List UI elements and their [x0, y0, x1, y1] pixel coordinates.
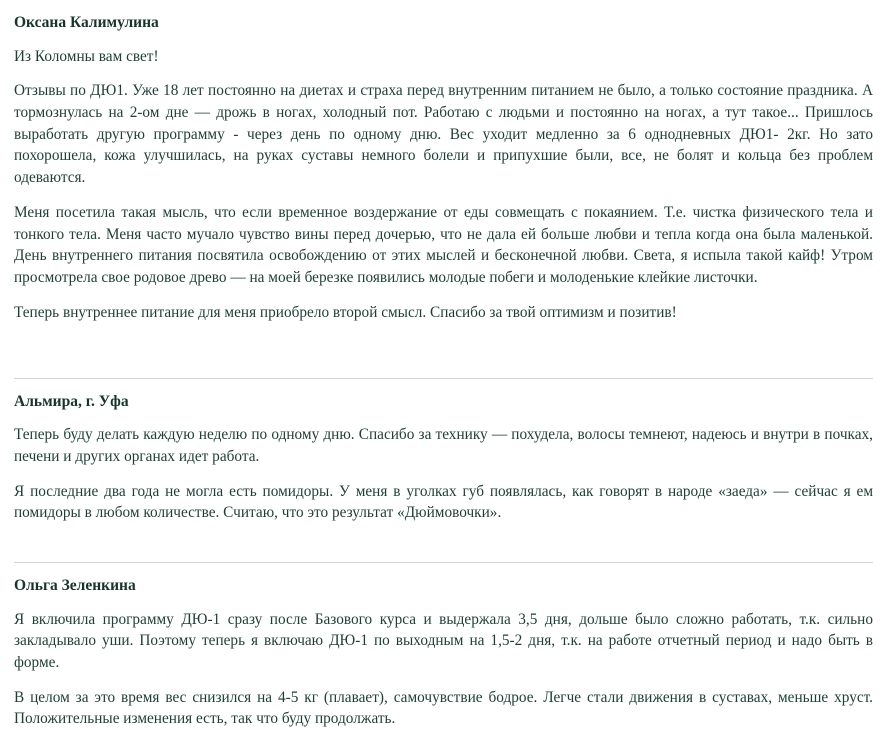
- section-divider: [14, 378, 873, 379]
- testimonial-block: [14, 393, 873, 524]
- testimonial-block: [14, 14, 873, 324]
- section-divider: [14, 562, 873, 563]
- section-spacer: [14, 534, 873, 544]
- testimonial-paragraph: В целом за это время вес снизился на 4-5 кг (плавает), самочувствие бодрое. Легче стали движения в суставах, меньше хруст. Положительные изменения есть, так что буду продолжать.: [14, 688, 873, 728]
- testimonial-author: Ольга Зеленкина: [14, 576, 136, 594]
- testimonial-paragraph: Теперь буду делать каждую неделю по одному дню. Спасибо за технику — похудела, волосы темнеют, надеюсь и внутри в почках, печени и других органах идет работа.: [14, 426, 873, 465]
- testimonial-author: Альмира, г. Уфа: [14, 392, 129, 410]
- testimonial-author: Оксана Калимулина: [14, 14, 159, 31]
- testimonial-paragraph: Из Коломны вам свет!: [14, 47, 159, 65]
- testimonial-paragraph: Я включила программу ДЮ-1 сразу после Базового курса и выдержала 3,5 дня, дольше было сложно работать, т.к. сильно закладывало уши. Поэтому теперь я включаю ДЮ-1 по выходным на 1,5-2 дня, т.к. на работе отчетный период и надо быть в форме.: [14, 610, 873, 671]
- section-spacer: [14, 334, 873, 360]
- testimonial-block: [14, 577, 873, 730]
- testimonial-paragraph: Отзывы по ДЮ1. Уже 18 лет постоянно на диетах и страха перед внутренним питанием не было, а только состояние праздника. А тормознулась на 2-ом дне — дрожь в ногах, холодный пот. Работаю с людьми и постоянно на ногах, а тут такое... Пришлось выработать другую программу - через день по одному дню. Вес уходит медленно за 6 однодневных ДЮ1- 2кг. Но зато похорошела, кожа улучшилась, на руках суставы немного болели и припухшие были, все, не болят и кольца без проблем одеваются.: [14, 82, 873, 187]
- testimonial-paragraph: Теперь внутреннее питание для меня приобрело второй смысл. Спасибо за твой оптимизм и позитив!: [14, 303, 677, 321]
- testimonial-paragraph: Меня посетила такая мысль, что если временное воздержание от еды совмещать с покаянием. Т.е. чистка физического тела и тонкого тела. Меня часто мучало чувство вины перед дочерью, что не дала ей больше любви и тепла когда она была маленькой. День внутреннего питания посвятила освобождению от этих мыслей и бесконечной любви. Света, я испыла такой кайф! Утром просмотрела свое родовое древо — на моей березке появились молодые побеги и молоденькие клейкие листочки.: [14, 203, 873, 287]
- testimonial-paragraph: Я последние два года не могла есть помидоры. У меня в уголках губ появлялась, как говорят в народе «заеда» — сейчас я ем помидоры в любом количестве. Считаю, что это результат «Дюймовочки».: [14, 482, 873, 522]
